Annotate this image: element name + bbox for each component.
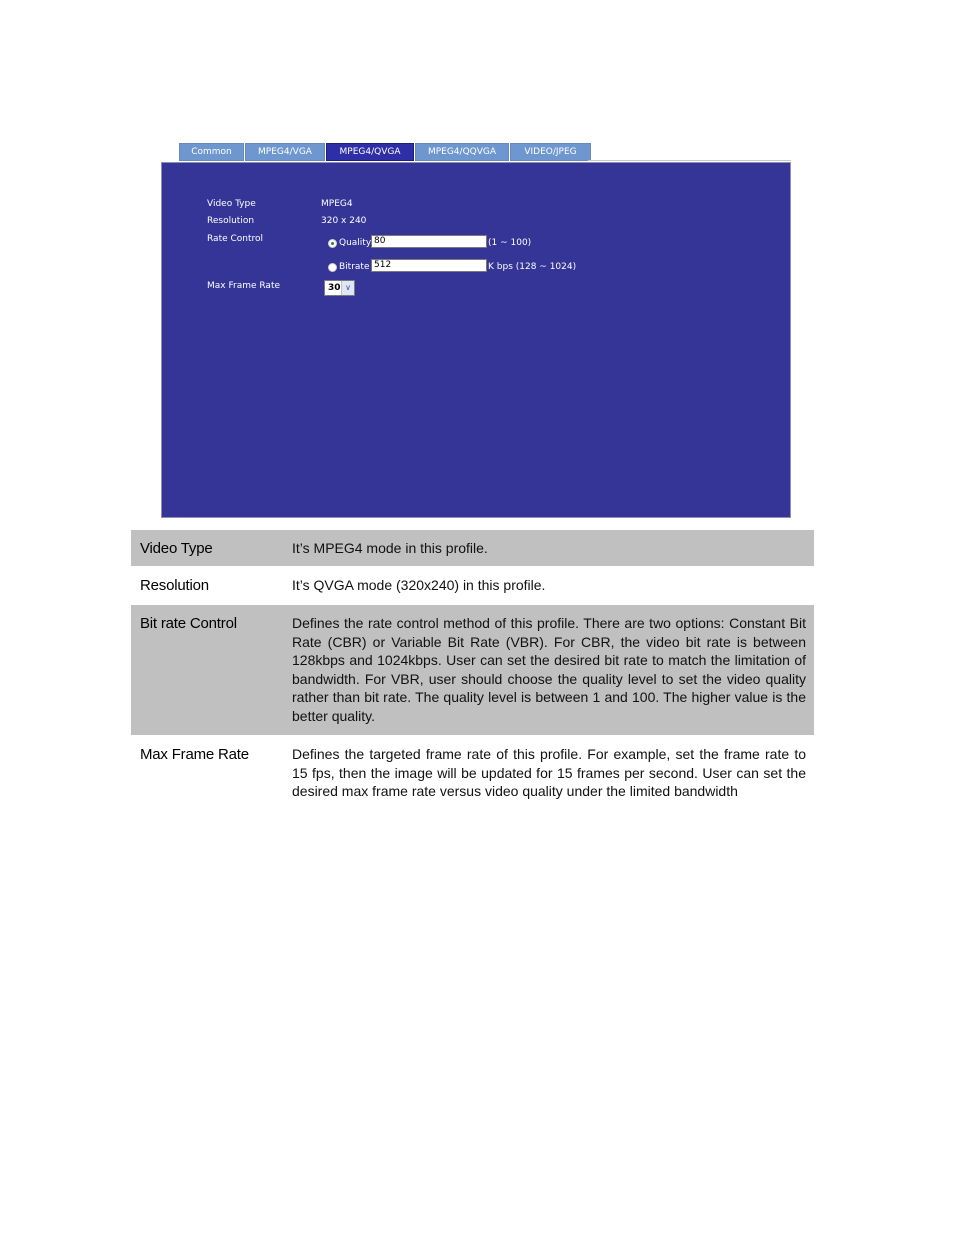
resolution-value: 320 x 240 [321, 216, 367, 226]
settings-panel [161, 162, 791, 518]
max-frame-rate-value: 30 [328, 283, 341, 293]
tab-common[interactable]: Common [179, 143, 244, 161]
quality-input[interactable]: 80 [371, 235, 487, 248]
desc-row-max-frame-rate [131, 736, 814, 826]
max-frame-rate-label: Max Frame Rate [207, 281, 281, 291]
tab-mpeg4-vga[interactable]: MPEG4/VGA [245, 143, 325, 161]
desc-text: Defines the rate control method of this profile. There are two options: Constant Bit Rate (CBR) or Variable Bit Rate (VBR). For CBR, the video bit rate is between 128kbps and 1024kbps. User can set the desired bit rate to match the limitation of bandwidth. For VBR, user should choose the quality level to set the video quality rather than bit rate. The quality level is between 1 and 100. The higher value is the better quality. [292, 615, 806, 724]
chevron-down-icon[interactable]: ∨ [341, 281, 354, 295]
desc-term: Max Frame Rate [140, 746, 249, 763]
desc-row-bit-rate-control [131, 605, 814, 735]
quality-range: (1 ~ 100) [488, 238, 532, 248]
bitrate-range: K bps (128 ~ 1024) [488, 262, 577, 272]
desc-term: Resolution [140, 577, 209, 594]
video-type-label: Video Type [207, 199, 256, 209]
desc-row-video-type [131, 530, 814, 566]
video-type-value: MPEG4 [321, 199, 353, 209]
rate-control-label: Rate Control [207, 234, 264, 244]
quality-radio[interactable] [328, 239, 337, 248]
tab-divider [588, 160, 791, 161]
desc-text: Defines the targeted frame rate of this profile. For example, set the frame rate to 15 fps, then the image will be updated for 15 frames per second. User can set the desired max frame rate versus video quality under the limited bandwidth [292, 746, 806, 800]
desc-term: Video Type [140, 540, 213, 557]
desc-text: It’s MPEG4 mode in this profile. [292, 540, 488, 556]
quality-label: Quality [339, 238, 372, 248]
tab-mpeg4-qvga[interactable]: MPEG4/QVGA [326, 143, 414, 161]
tab-mpeg4-qqvga[interactable]: MPEG4/QQVGA [415, 143, 509, 161]
max-frame-rate-select[interactable] [324, 280, 355, 296]
tab-video-jpeg[interactable]: VIDEO/JPEG [510, 143, 591, 161]
desc-text: It’s QVGA mode (320x240) in this profile. [292, 577, 546, 593]
bitrate-input[interactable]: 512 [371, 259, 487, 272]
desc-term: Bit rate Control [140, 615, 237, 632]
bitrate-label: Bitrate [339, 262, 370, 272]
profile-tabs [179, 143, 592, 161]
desc-row-resolution [131, 567, 814, 604]
resolution-label: Resolution [207, 216, 255, 226]
bitrate-radio[interactable] [328, 263, 337, 272]
